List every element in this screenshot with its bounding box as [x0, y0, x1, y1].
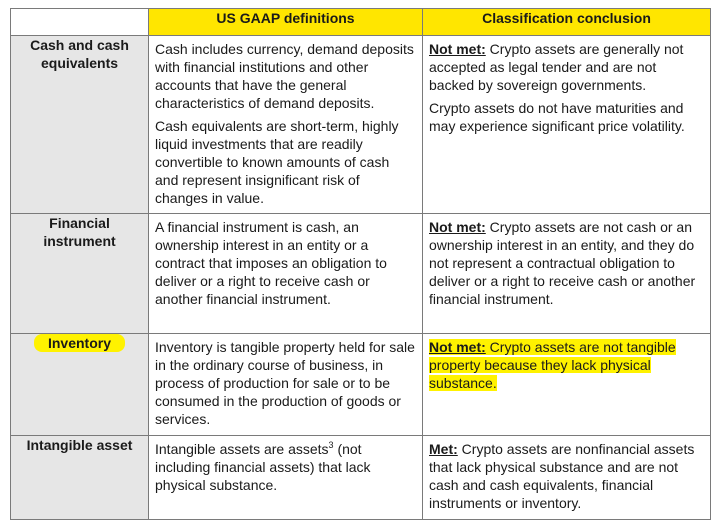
conclusion-paragraph: [429, 40, 704, 94]
header-conclusion: Classification conclusion: [423, 9, 711, 36]
classification-table: [10, 8, 711, 520]
conclusion-text: Crypto assets are generally not accepted as legal tender and are not backed by sovereign governments.: [429, 41, 684, 93]
conclusion-text: Crypto assets are not tangible property because they lack physical substance.: [429, 339, 676, 391]
conclusion-text: Crypto assets are nonfinancial assets that lack physical substance and are not cash and cash equivalents, financial instruments or inventory.: [429, 441, 695, 511]
row-label-financial-instrument: Financial instrument: [11, 214, 149, 334]
header-blank-cell: [11, 9, 149, 36]
row-label-inventory: [11, 334, 149, 436]
highlighted-label: Inventory: [34, 334, 125, 352]
conclusion-text: Crypto assets do not have maturities and may experience significant price volatility.: [429, 100, 685, 134]
definition-cell: [149, 36, 423, 214]
definition-cell: [149, 334, 423, 436]
row-label-intangible-asset: Intangible asset: [11, 436, 149, 520]
conclusion-paragraph: [429, 218, 704, 308]
table-row: [11, 36, 711, 214]
footnote-marker: 3: [328, 440, 334, 450]
header-definitions: US GAAP definitions: [149, 9, 423, 36]
verdict-label: Met:: [429, 441, 458, 457]
header-row: [11, 9, 711, 36]
definition-paragraph: [155, 440, 416, 494]
conclusion-cell: [423, 36, 711, 214]
definition-text: Inventory is tangible property held for sale in the ordinary course of business, in process of production for sale or to be consumed in the production of goods or services.: [155, 339, 415, 427]
conclusion-text: Crypto assets are not cash or an ownership interest in an entity, and they do not represent a contractual obligation to deliver or a right to receive cash or another financial instrument.: [429, 219, 696, 307]
table-row: [11, 334, 711, 436]
definition-cell: [149, 214, 423, 334]
definition-text: Intangible assets are assets: [155, 441, 329, 457]
row-label-cash: Cash and cash equivalents: [11, 36, 149, 214]
verdict-label: Not met:: [429, 339, 486, 355]
definition-text: Cash includes currency, demand deposits with financial institutions and other accounts that have the general characteristics of demand deposits.: [155, 41, 414, 111]
definition-text: Cash equivalents are short-term, highly liquid investments that are readily convertible to known amounts of cash and represent insignificant risk of changes in value.: [155, 118, 399, 206]
conclusion-paragraph: [429, 440, 704, 512]
conclusion-cell: [423, 436, 711, 520]
definition-text: (not including financial assets) that lack physical substance.: [155, 441, 371, 493]
table-row: [11, 436, 711, 520]
conclusion-cell: [423, 214, 711, 334]
verdict-label: Not met:: [429, 41, 486, 57]
conclusion-cell: [423, 334, 711, 436]
table-row: [11, 214, 711, 334]
definition-cell: [149, 436, 423, 520]
conclusion-paragraph: [429, 338, 704, 392]
verdict-label: Not met:: [429, 219, 486, 235]
definition-text: A financial instrument is cash, an ownership interest in an entity or a contract that imposes an obligation to deliver or a right to receive cash or another financial instrument.: [155, 219, 387, 307]
